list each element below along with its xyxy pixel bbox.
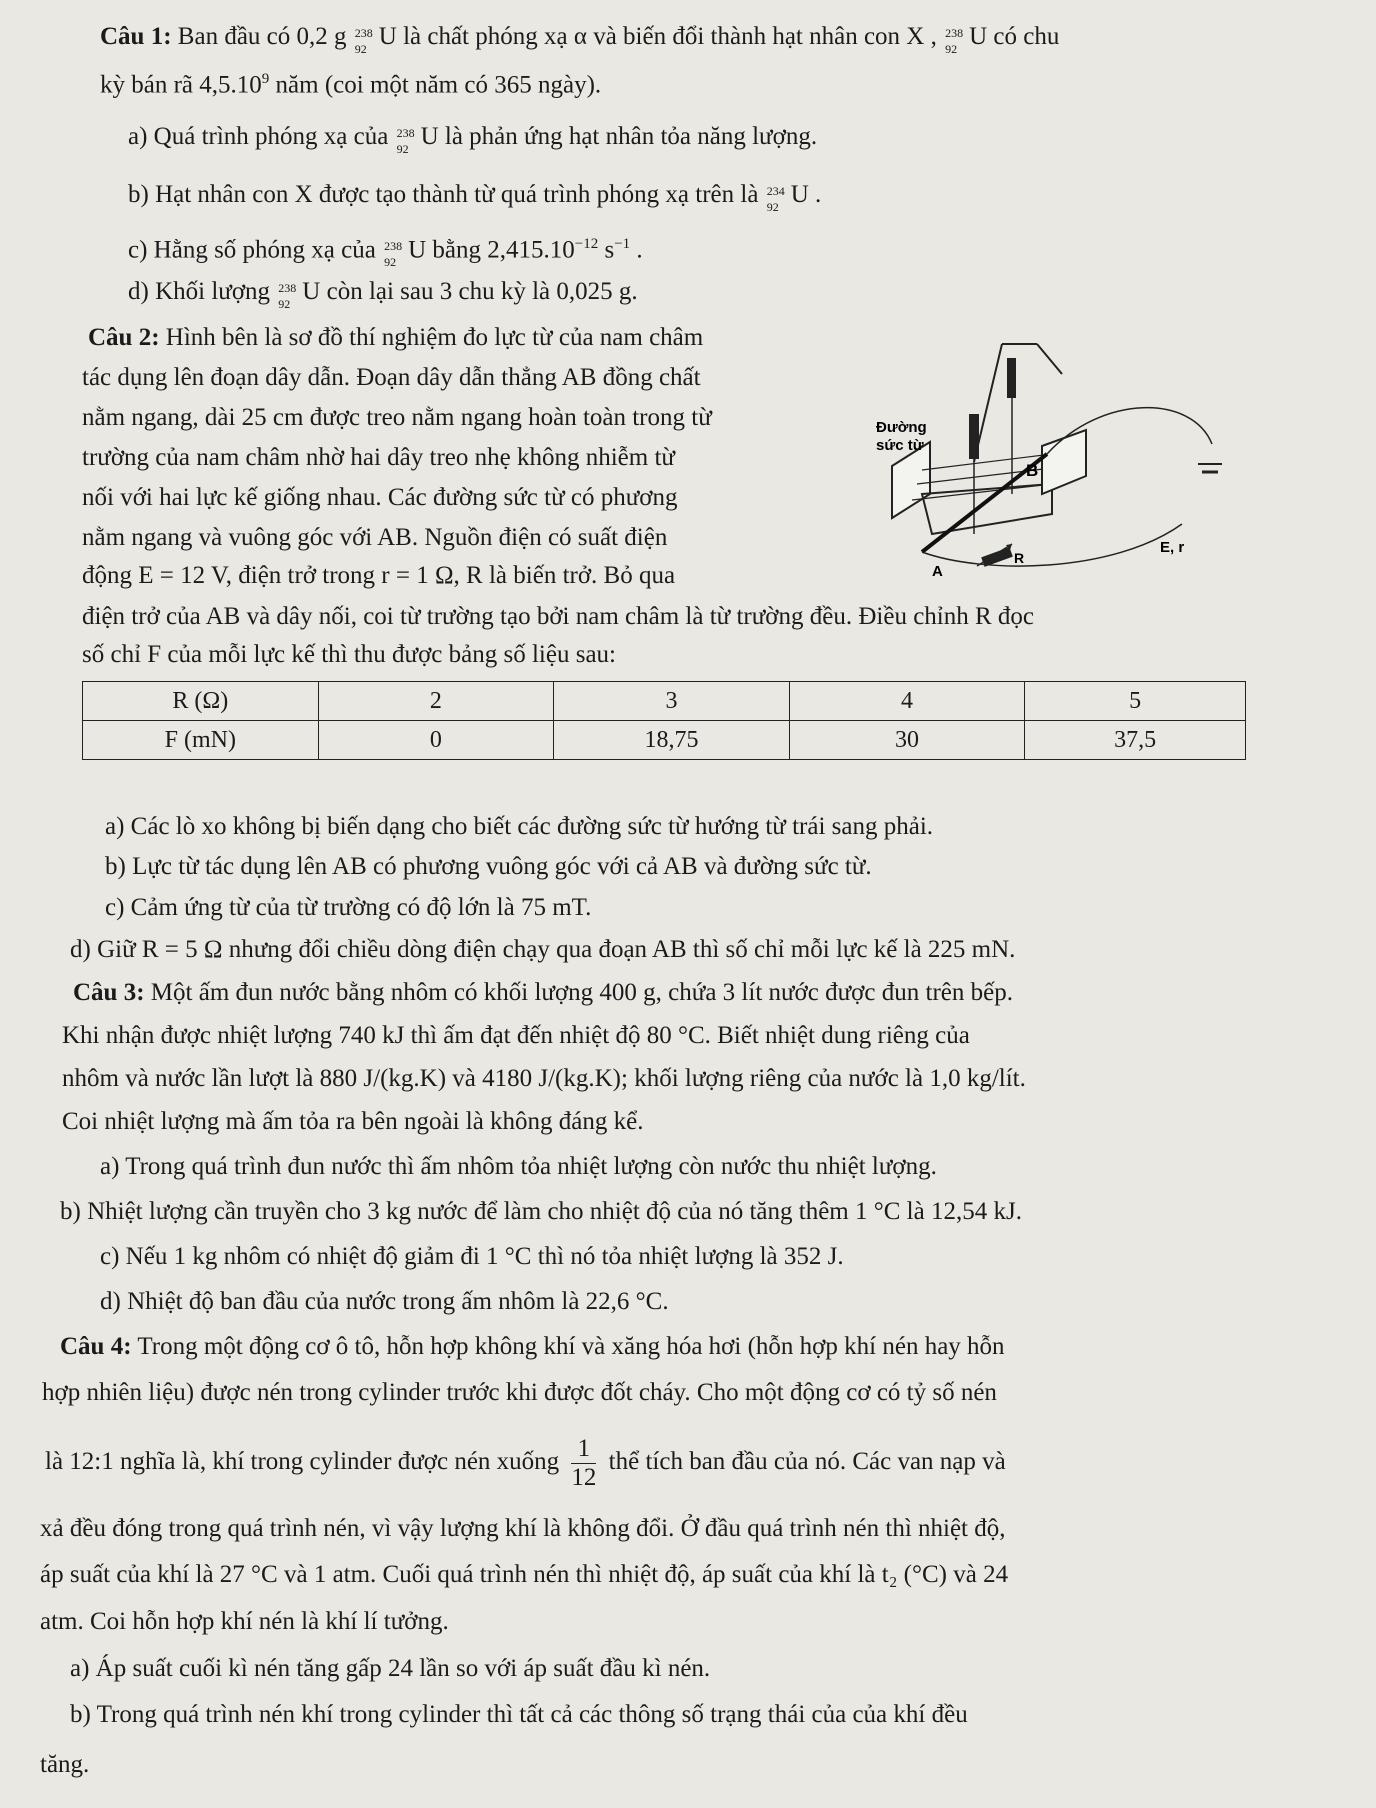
table-cell: 18,75 xyxy=(554,721,790,760)
q3-option-d: d) Nhiệt độ ban đầu của nước trong ấm nhôm là 22,6 °C. xyxy=(100,1288,669,1315)
q4-line1: Câu 4: Trong một động cơ ô tô, hỗn hợp không khí và xăng hóa hơi (hỗn hợp khí nén hay hỗn xyxy=(60,1333,1005,1360)
q1-line2: kỳ bán rã 4,5.10$^9$ năm (coi một năm có 365 ngày). xyxy=(100,71,602,99)
nuclide-u238: 238 92 xyxy=(396,126,415,156)
q2-line2: tác dụng lên đoạn dây dẫn. Đoạn dây dẫn thẳng AB đồng chất xyxy=(82,364,701,391)
q2-line6: nằm ngang và vuông góc với AB. Nguồn điện có suất điện xyxy=(82,524,668,551)
q1-option-d: d) Khối lượng 238 92 U còn lại sau 3 chu kỳ là 0,025 g. xyxy=(128,278,638,311)
q3-option-c: c) Nếu 1 kg nhôm có nhiệt độ giảm đi 1 °C thì nó tỏa nhiệt lượng là 352 J. xyxy=(100,1243,844,1270)
q2-option-d: d) Giữ R = 5 Ω nhưng đổi chiều dòng điện chạy qua đoạn AB thì số chỉ mỗi lực kế là 225 mN. xyxy=(70,936,1016,963)
label-a: A xyxy=(932,563,943,580)
fraction-1-12: $\frac{1}{12}$ xyxy=(571,1434,597,1491)
q3-line3: nhôm và nước lần lượt là 880 J/(kg.K) và 4180 J/(kg.K); khối lượng riêng của nước là 1,0 kg/lít. xyxy=(62,1065,1026,1092)
q1-option-a: a) Quá trình phóng xạ của 238 92 U là phản ứng hạt nhân tỏa năng lượng. xyxy=(128,123,818,156)
label-field-line-2: sức từ xyxy=(876,437,924,454)
table-header-r: R (Ω) xyxy=(83,682,319,721)
data-table xyxy=(82,681,1246,760)
q1-option-c: c) Hằng số phóng xạ của 238 92 U bằng $2,415.10^{-12}$ $s^{-1}$ . xyxy=(128,236,643,270)
table-cell: 4 xyxy=(789,682,1025,721)
q3-line1: Câu 3: Một ấm đun nước bằng nhôm có khối lượng 400 g, chứa 3 lít nước được đun trên bếp. xyxy=(73,979,1013,1006)
q3-label: Câu 3: xyxy=(73,979,145,1006)
nuclide-u238: 238 92 xyxy=(384,239,403,270)
q4-option-b-cont: tăng. xyxy=(40,1751,90,1778)
q2-line8: điện trở của AB và dây nối, coi từ trường tạo bởi nam châm là từ trường đều. Điều chỉnh R đọc xyxy=(82,603,1035,630)
q2-line7: động E = 12 V, điện trở trong r = 1 Ω, R là biến trở. Bỏ qua xyxy=(82,562,676,589)
q2-line5: nối với hai lực kế giống nhau. Các đường sức từ có phương xyxy=(82,484,678,511)
q1-intro-b: U là chất phóng xạ α và biến đổi thành hạt nhân con X , xyxy=(378,23,937,50)
nuclide-u238: 238 92 xyxy=(278,281,297,311)
nuclide-u238: 238 92 xyxy=(354,26,373,56)
table-row xyxy=(83,721,1246,760)
label-field-line-1: Đường xyxy=(876,419,927,436)
q2-line4: trường của nam châm nhờ hai dây treo nhẹ không nhiễm từ xyxy=(82,444,675,471)
q1-line1 xyxy=(100,22,1060,56)
q3-option-a: a) Trong quá trình đun nước thì ấm nhôm tỏa nhiệt lượng còn nước thu nhiệt lượng. xyxy=(100,1153,937,1180)
q3-line4: Coi nhiệt lượng mà ấm tỏa ra bên ngoài là không đáng kể. xyxy=(62,1108,644,1135)
q2-line1: Câu 2: Hình bên là sơ đồ thí nghiệm đo lực từ của nam châm xyxy=(88,324,704,351)
q4-label: Câu 4: xyxy=(60,1333,132,1360)
q2-option-b: b) Lực từ tác dụng lên AB có phương vuông góc với cả AB và đường sức từ. xyxy=(105,853,872,880)
q1-intro-c: U có chu xyxy=(969,23,1060,50)
q4-line2: hợp nhiên liệu) được nén trong cylinder trước khi được đốt cháy. Cho một động cơ có tỷ số nén xyxy=(42,1379,997,1406)
table-row xyxy=(83,682,1246,721)
magnet-experiment-figure xyxy=(862,334,1242,594)
q2-line9: số chỉ F của mỗi lực kế thì thu được bảng số liệu sau: xyxy=(82,641,616,668)
table-cell: 5 xyxy=(1025,682,1246,721)
nuclide-u234: 234 92 xyxy=(766,184,785,214)
q4-option-a: a) Áp suất cuối kì nén tăng gấp 24 lần so với áp suất đầu kì nén. xyxy=(70,1655,711,1682)
variable-resistor xyxy=(981,547,1013,567)
table-cell: 0 xyxy=(318,721,554,760)
q4-line3: là 12:1 nghĩa là, khí trong cylinder được nén xuống $\frac{1}{12}$ thể tích ban đầu của nó. Các van nạp và xyxy=(45,1434,1006,1491)
table-cell: 30 xyxy=(789,721,1025,760)
label-r: R xyxy=(1014,550,1025,566)
table-cell: 2 xyxy=(318,682,554,721)
q2-line3: nằm ngang, dài 25 cm được treo nằm ngang hoàn toàn trong từ xyxy=(82,404,712,431)
q2-label: Câu 2: xyxy=(88,324,160,351)
spring-balance-right xyxy=(1007,358,1016,398)
q3-option-b: b) Nhiệt lượng cần truyền cho 3 kg nước để làm cho nhiệt độ của nó tăng thêm 1 °C là 12,54 kJ. xyxy=(60,1198,1022,1225)
nuclide-u238: 238 92 xyxy=(945,26,964,56)
table-cell: 37,5 xyxy=(1025,721,1246,760)
table-cell: 3 xyxy=(554,682,790,721)
table-header-f: F (mN) xyxy=(83,721,319,760)
q1-intro-a: Ban đầu có 0,2 g xyxy=(177,23,347,50)
magnet-pole-right xyxy=(1042,430,1086,494)
q4-line4: xả đều đóng trong quá trình nén, vì vậy lượng khí là không đổi. Ở đầu quá trình nén thì nhiệt độ, xyxy=(40,1515,1006,1542)
q4-line5: áp suất của khí là 27 °C và 1 atm. Cuối quá trình nén thì nhiệt độ, áp suất của khí là t₂ (°C) và 24 xyxy=(40,1561,1009,1588)
q1-label: Câu 1: xyxy=(100,23,172,50)
label-b: B xyxy=(1026,461,1039,480)
q3-line2: Khi nhận được nhiệt lượng 740 kJ thì ấm đạt đến nhiệt độ 80 °C. Biết nhiệt dung riêng của xyxy=(62,1022,970,1049)
q4-option-b: b) Trong quá trình nén khí trong cylinder thì tất cả các thông số trạng thái của của khí đều xyxy=(70,1701,968,1728)
q1-option-b: b) Hạt nhân con X được tạo thành từ quá trình phóng xạ trên là 234 92 U . xyxy=(128,181,822,214)
label-e-r: E, r xyxy=(1160,539,1185,556)
q4-line6: atm. Coi hỗn hợp khí nén là khí lí tưởng. xyxy=(40,1608,449,1635)
spring-balance-left xyxy=(969,414,979,459)
q2-option-c: c) Cảm ứng từ của từ trường có độ lớn là 75 mT. xyxy=(105,894,592,921)
q2-option-a: a) Các lò xo không bị biến dạng cho biết các đường sức từ hướng từ trái sang phải. xyxy=(105,813,934,840)
